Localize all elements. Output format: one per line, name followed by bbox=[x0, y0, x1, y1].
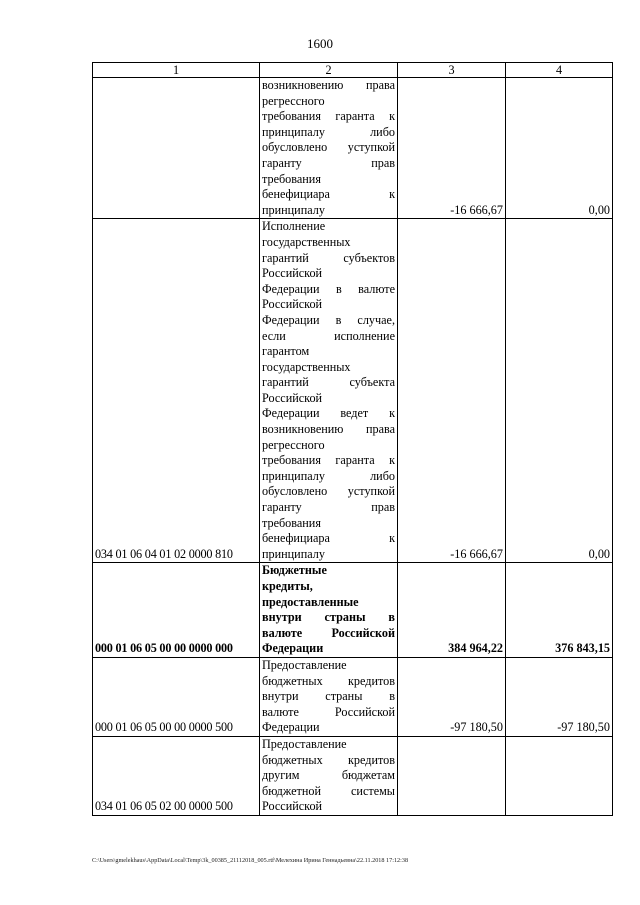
amount-col3-cell: -97 180,50 bbox=[398, 657, 506, 736]
column-header-4: 4 bbox=[506, 63, 613, 78]
description-line: требования bbox=[262, 515, 321, 530]
amount-col3-cell: -16 666,67 bbox=[398, 219, 506, 563]
description-line: требования гаранта к bbox=[262, 109, 395, 124]
description-line: бюджетных кредитов bbox=[262, 752, 395, 767]
amount-col4-cell bbox=[506, 736, 613, 815]
description-line: требования гаранта к bbox=[262, 453, 395, 468]
description-line: обусловлено уступкой bbox=[262, 484, 395, 499]
amount-col3-cell bbox=[398, 736, 506, 815]
description-line: принципалу либо bbox=[262, 468, 395, 483]
description-cell bbox=[260, 736, 398, 815]
description-cell bbox=[260, 219, 398, 563]
amount-col3-cell: -16 666,67 bbox=[398, 78, 506, 219]
table-row bbox=[93, 563, 613, 658]
description-line: внутри страны в bbox=[262, 689, 395, 704]
description-line: Предоставление bbox=[262, 736, 347, 751]
description-line: государственных bbox=[262, 234, 351, 249]
column-header-1: 1 bbox=[93, 63, 260, 78]
description-line: валюте Российской bbox=[262, 704, 395, 719]
description-line: гарантий субъектов bbox=[262, 250, 395, 265]
description-line: принципалу bbox=[262, 202, 325, 217]
description-line: кредиты, bbox=[262, 579, 313, 593]
description-cell bbox=[260, 563, 398, 658]
table-header-row bbox=[93, 63, 613, 78]
description-line: требования bbox=[262, 171, 321, 186]
description-line: гаранту прав bbox=[262, 500, 395, 515]
description-line: гарантом bbox=[262, 344, 310, 359]
description-line: бюджетной системы bbox=[262, 783, 395, 798]
amount-col4-cell: -97 180,50 bbox=[506, 657, 613, 736]
budget-code-cell: 034 01 06 05 02 00 0000 500 bbox=[93, 736, 260, 815]
description-line: Федерации bbox=[262, 641, 324, 656]
description-line: Российской bbox=[262, 297, 323, 312]
column-header-3: 3 bbox=[398, 63, 506, 78]
description-line: гарантий субъекта bbox=[262, 375, 395, 390]
description-line: возникновению права bbox=[262, 78, 395, 92]
description-line: обусловлено уступкой bbox=[262, 140, 395, 155]
budget-code-cell bbox=[93, 78, 260, 219]
budget-code-cell: 000 01 06 05 00 00 0000 500 bbox=[93, 657, 260, 736]
description-line: Федерации в случае, bbox=[262, 312, 395, 327]
description-line: бенефициара к bbox=[262, 187, 395, 202]
amount-col3-cell: 384 964,22 bbox=[398, 563, 506, 658]
description-line: другим бюджетам bbox=[262, 768, 395, 783]
description-line: бюджетных кредитов bbox=[262, 673, 395, 688]
amount-col4-cell: 0,00 bbox=[506, 219, 613, 563]
description-line: Федерации в валюте bbox=[262, 281, 395, 296]
description-line: Российской bbox=[262, 799, 323, 814]
description-line: внутри страны в bbox=[262, 610, 395, 625]
description-line: возникновению права bbox=[262, 422, 395, 437]
description-cell bbox=[260, 78, 398, 219]
description-line: регрессного bbox=[262, 437, 325, 452]
description-line: предоставленные bbox=[262, 594, 359, 609]
description-line: Предоставление bbox=[262, 657, 347, 672]
amount-col4-cell: 0,00 bbox=[506, 78, 613, 219]
description-line: государственных bbox=[262, 359, 351, 374]
description-line: Федерации bbox=[262, 720, 320, 735]
description-line: валюте Российской bbox=[262, 625, 395, 640]
page-number: 1600 bbox=[307, 36, 333, 51]
description-line: Исполнение bbox=[262, 219, 326, 234]
description-line: регрессного bbox=[262, 93, 325, 108]
budget-code-cell: 034 01 06 04 01 02 0000 810 bbox=[93, 219, 260, 563]
description-line: Российской bbox=[262, 390, 323, 405]
table-row bbox=[93, 78, 613, 219]
table-body bbox=[93, 78, 613, 816]
table-row bbox=[93, 219, 613, 563]
description-line: Российской bbox=[262, 266, 323, 281]
description-cell bbox=[260, 657, 398, 736]
description-line: гаранту прав bbox=[262, 155, 395, 170]
column-header-2: 2 bbox=[260, 63, 398, 78]
table-row bbox=[93, 736, 613, 815]
description-line: бенефициара к bbox=[262, 531, 395, 546]
table-row bbox=[93, 657, 613, 736]
file-path-footer: C:\Users\gmelekhaus\AppData\Local\Temp\3k_00385_21112018_005.rtf\Мелехина Ирина Геннадьевна\22.11.2018 17:12:38 bbox=[92, 857, 409, 864]
budget-code-cell: 000 01 06 05 00 00 0000 000 bbox=[93, 563, 260, 658]
description-line: принципалу либо bbox=[262, 124, 395, 139]
budget-table bbox=[92, 62, 613, 816]
description-line: если исполнение bbox=[262, 328, 395, 343]
description-line: принципалу bbox=[262, 546, 325, 561]
amount-col4-cell: 376 843,15 bbox=[506, 563, 613, 658]
description-line: Федерации ведет к bbox=[262, 406, 395, 421]
description-line: Бюджетные bbox=[262, 563, 327, 578]
